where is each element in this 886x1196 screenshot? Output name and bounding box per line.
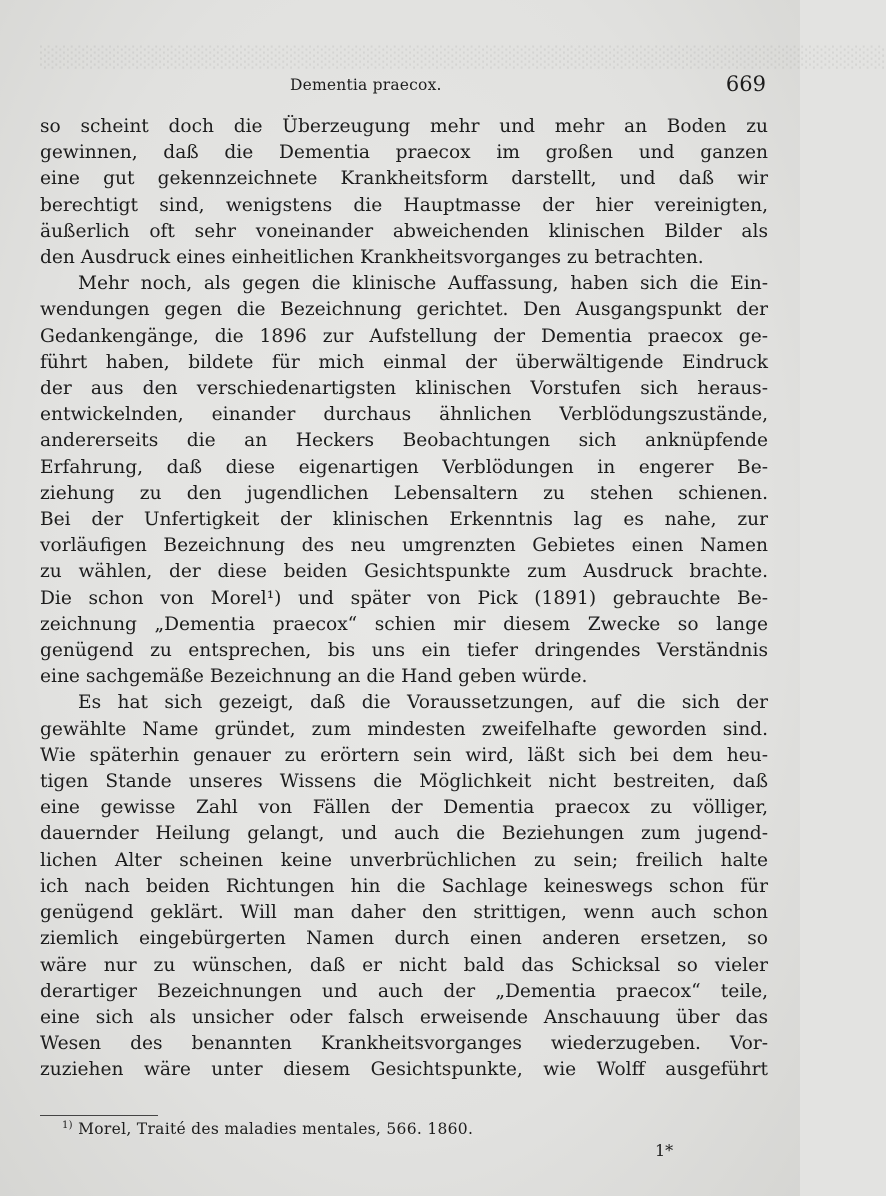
text-line: eine sachgemäße Bezeichnung an die Hand geben würde. (40, 666, 588, 688)
text-line: gewinnen, daß die Dementia praecox im großen und ganzen (40, 142, 768, 164)
bleed-through-texture: ░░░░░░░░░░░░░░░░░░░░░░░░░░░░░░░░░░░░░░░░░░░░░░░░░░░░░░░ (40, 45, 886, 69)
text-line: Wie späterhin genauer zu erörtern sein wird, läßt sich bei dem heu- (40, 744, 768, 766)
running-title: Dementia praecox. (290, 76, 442, 94)
page-number: 669 (725, 72, 766, 96)
footnote-marker: 1) (62, 1120, 73, 1131)
text-line: Die schon von Morel¹) und später von Pick (1891) gebrauchte Be- (40, 587, 768, 609)
text-line: eine gewisse Zahl von Fällen der Dementia praecox zu völliger, (40, 797, 768, 819)
text-line: den Ausdruck eines einheitlichen Krankheitsvorganges zu betrachten. (40, 247, 704, 269)
footnote-text: Morel, Traité des maladies mentales, 566. 1860. (78, 1120, 474, 1139)
body-text (40, 114, 768, 1084)
text-line: tigen Stande unseres Wissens die Möglichkeit nicht bestreiten, daß (40, 771, 768, 793)
text-line: äußerlich oft sehr voneinander abweichenden klinischen Bilder als (40, 220, 768, 242)
text-line: eine gut gekennzeichnete Krankheitsform darstellt, und daß wir (40, 168, 768, 190)
text-line: ziehung zu den jugendlichen Lebensaltern zu stehen schienen. (40, 482, 768, 504)
text-line: dauernder Heilung gelangt, und auch die Beziehungen zum jugend- (40, 823, 768, 845)
text-line: genügend zu entsprechen, bis uns ein tiefer dringendes Verständnis (40, 640, 768, 662)
signature-mark: 1* (655, 1141, 674, 1160)
text-line: führt haben, bildete für mich einmal der überwältigende Eindruck (40, 351, 768, 373)
text-line: wäre nur zu wünschen, daß er nicht bald das Schicksal so vieler (40, 954, 768, 976)
text-line: andererseits die an Heckers Beobachtungen sich anknüpfende (40, 430, 768, 452)
text-line: Wesen des benannten Krankheitsvorganges wiederzugeben. Vor- (40, 1033, 768, 1055)
text-line: zuziehen wäre unter diesem Gesichtspunkte, wie Wolff ausgeführt (40, 1059, 768, 1081)
text-line: Gedankengänge, die 1896 zur Aufstellung der Dementia praecox ge- (40, 325, 768, 347)
text-line: der aus den verschiedenartigsten klinischen Vorstufen sich heraus- (40, 378, 768, 400)
footnote-separator (40, 1115, 158, 1116)
text-line: derartiger Bezeichnungen und auch der „Dementia praecox“ teile, (40, 980, 768, 1002)
text-line: genügend geklärt. Will man daher den strittigen, wenn auch schon (40, 902, 768, 924)
text-line: ich nach beiden Richtungen hin die Sachlage keineswegs schon für (40, 875, 768, 897)
text-line: eine sich als unsicher oder falsch erweisende Anschauung über das (40, 1006, 768, 1028)
text-line: berechtigt sind, wenigstens die Hauptmasse der hier vereinigten, (40, 194, 768, 216)
text-line: gewählte Name gründet, zum mindesten zweifelhafte geworden sind. (40, 718, 768, 740)
text-line: so scheint doch die Überzeugung mehr und mehr an Boden zu (40, 116, 768, 137)
text-line: wendungen gegen die Bezeichnung gerichtet. Den Ausgangspunkt der (40, 299, 768, 321)
text-line: Erfahrung, daß diese eigenartigen Verblödungen in engerer Be- (40, 456, 768, 478)
text-line: zu wählen, der diese beiden Gesichtspunkte zum Ausdruck brachte. (40, 561, 768, 583)
page-header (0, 72, 800, 102)
text-line: Bei der Unfertigkeit der klinischen Erkenntnis lag es nahe, zur (40, 509, 768, 531)
text-line: vorläufigen Bezeichnung des neu umgrenzten Gebietes einen Namen (40, 535, 768, 557)
text-line: ziemlich eingebürgerten Namen durch einen anderen ersetzen, so (40, 928, 768, 950)
text-line: zeichnung „Dementia praecox“ schien mir diesem Zwecke so lange (40, 613, 768, 635)
text-line: entwickelnden, einander durchaus ähnlichen Verblödungszustände, (40, 404, 768, 426)
footnote (62, 1120, 473, 1138)
text-line: Mehr noch, als gegen die klinische Auffassung, haben sich die Ein- (78, 273, 768, 295)
text-line: Es hat sich gezeigt, daß die Voraussetzungen, auf die sich der (78, 692, 768, 714)
text-line: lichen Alter scheinen keine unverbrüchlichen zu sein; freilich halte (40, 849, 768, 871)
